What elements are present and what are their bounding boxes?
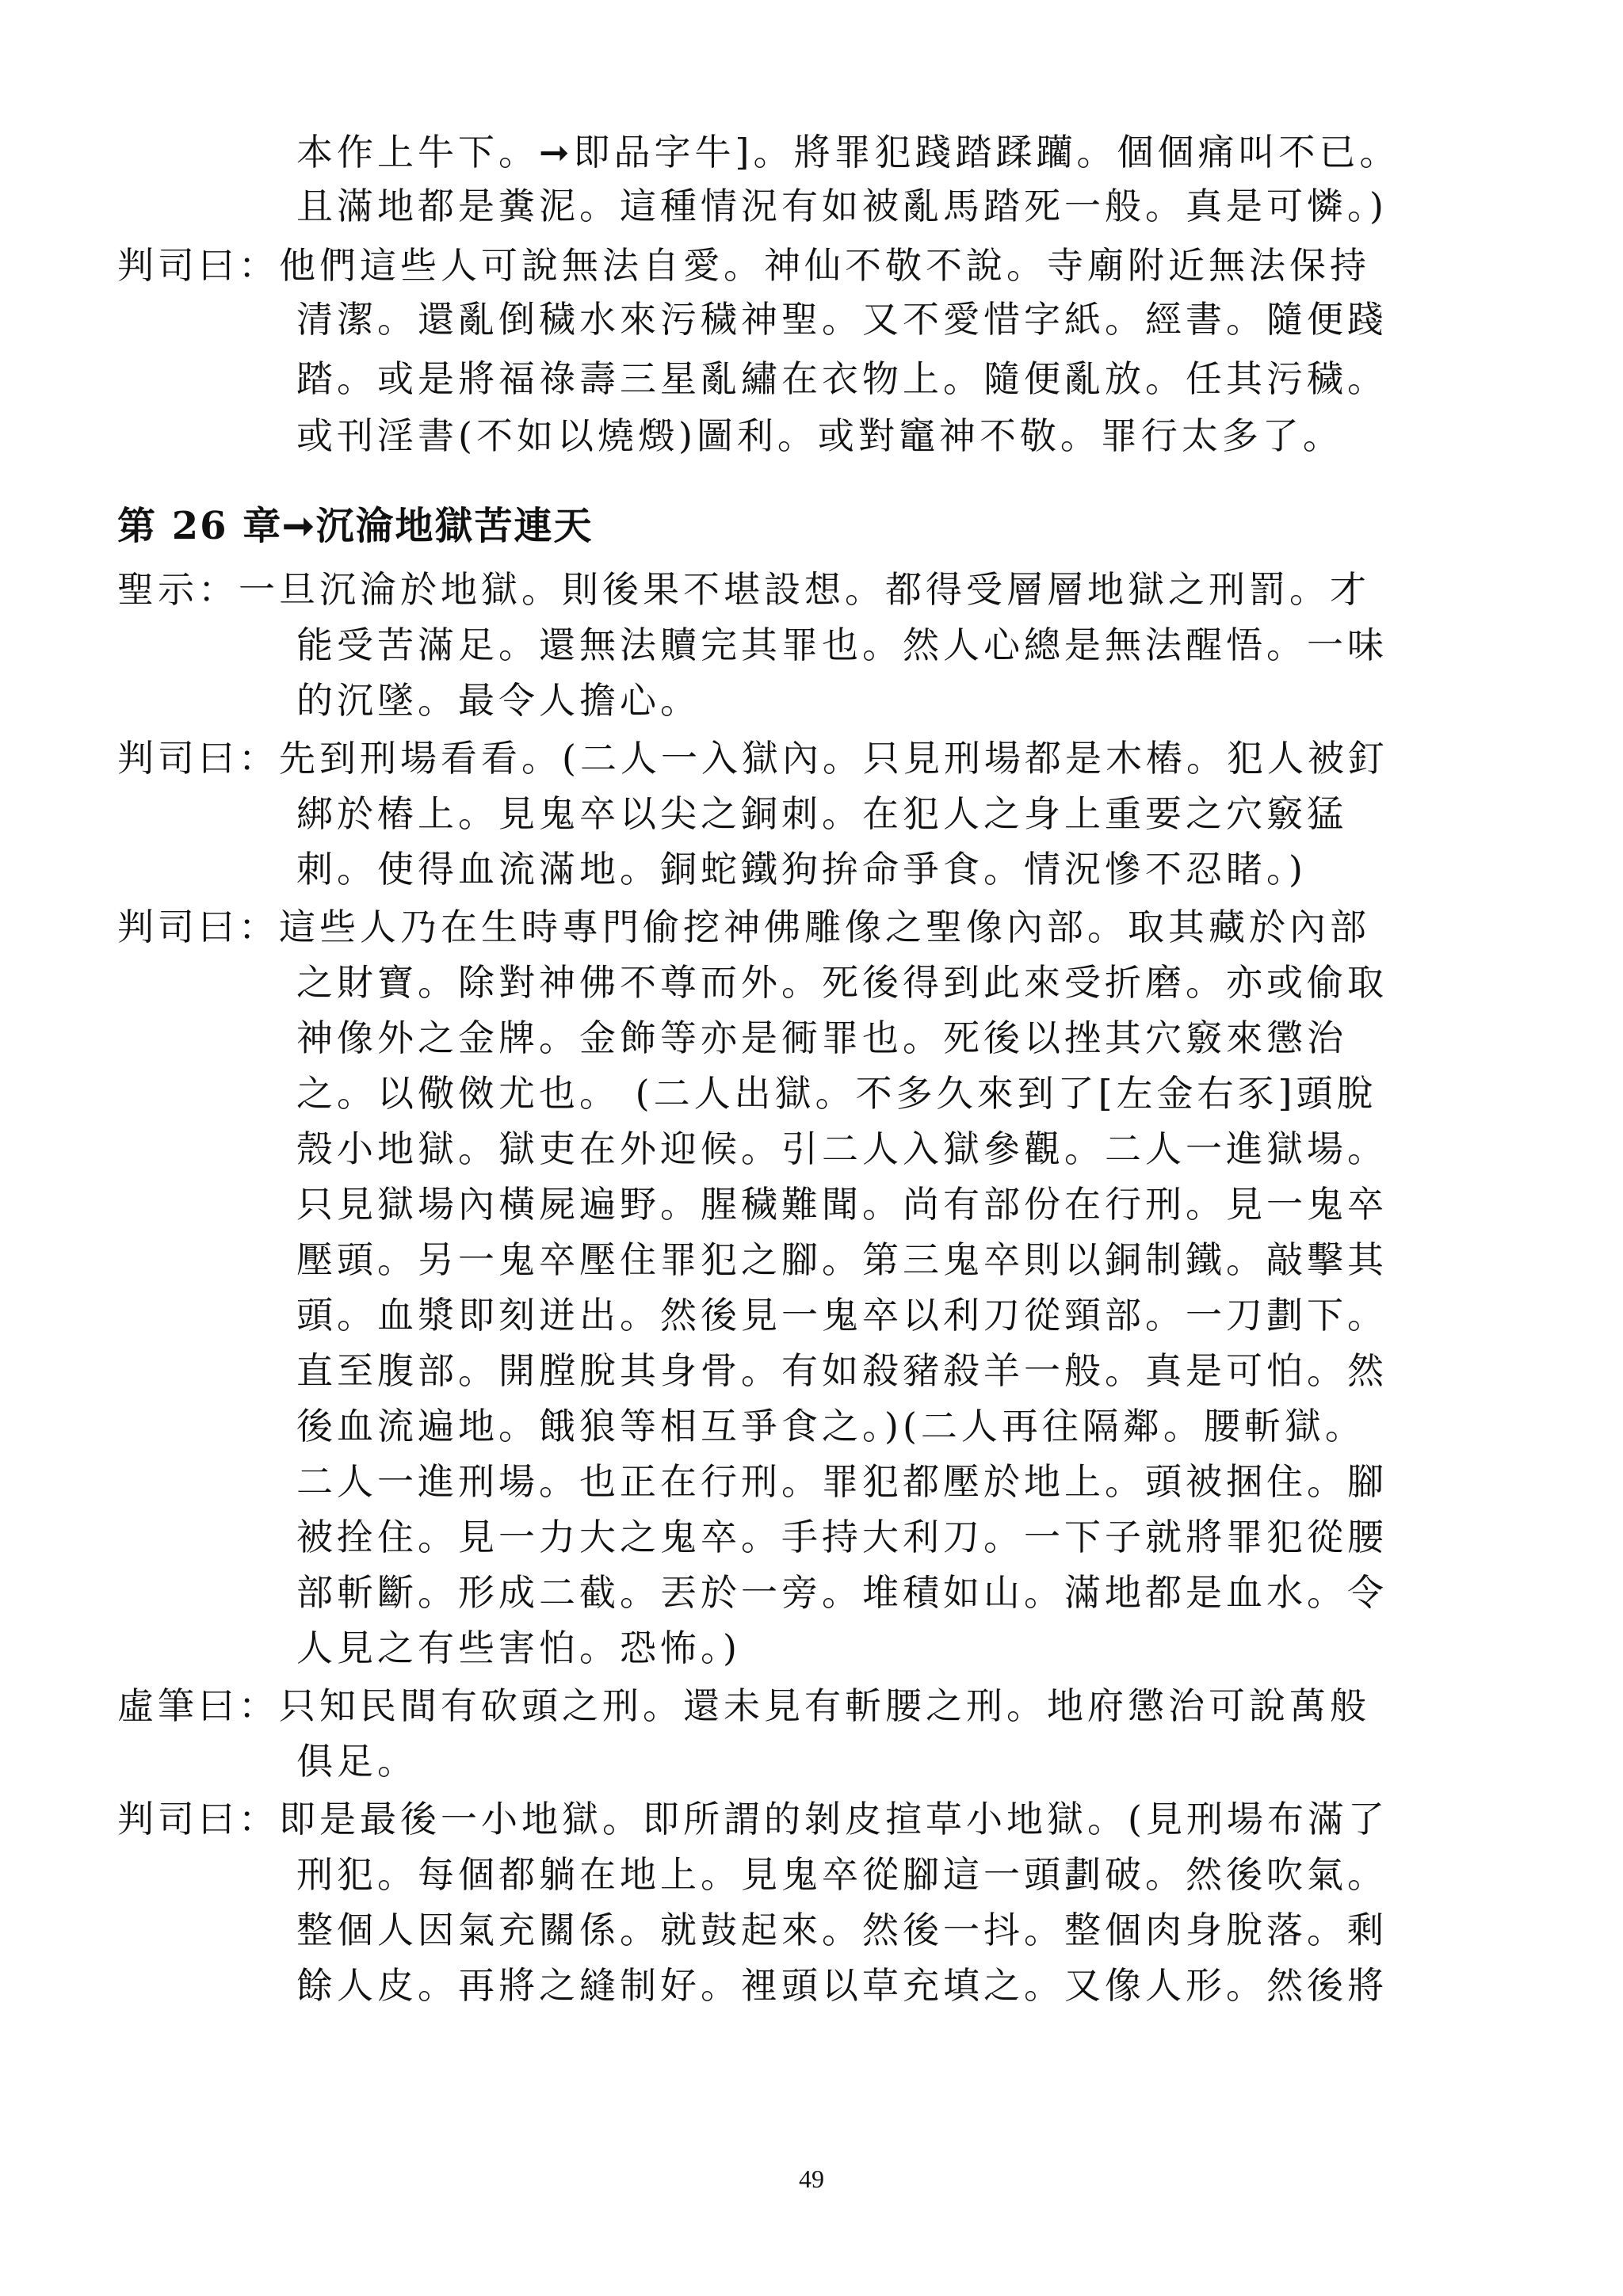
chapter-heading: 第 26 章➞沉淪地獄苦連天 <box>117 504 594 548</box>
text-line: 整個人因氣充關係。就鼓起來。然後一抖。整個肉身脫落。剩 <box>296 1909 1388 1951</box>
text-line: 的沉墜。最令人擔心。 <box>296 679 701 722</box>
text-line: 踏。或是將福祿壽三星亂繡在衣物上。隨便亂放。任其污穢。 <box>296 357 1388 400</box>
page-number: 49 <box>799 2164 824 2193</box>
text-line: 人見之有些害怕。恐怖。) <box>296 1627 741 1669</box>
speaker-line: 判司曰：這些人乃在生時專門偷挖神佛雕像之聖像內部。取其藏於內部 <box>117 906 1370 948</box>
text-line: 清潔。還亂倒穢水來污穢神聖。又不愛惜字紙。經書。隨便踐 <box>296 298 1388 341</box>
speaker-line: 判司曰：先到刑場看看。(二人一入獄內。只見刑場都是木樁。犯人被釘 <box>117 737 1388 780</box>
text-line: 能受苦滿足。還無法贖完其罪也。然人心總是無法醒悟。一味 <box>296 624 1388 666</box>
speaker-line: 聖示：一旦沉淪於地獄。則後果不堪設想。都得受層層地獄之刑罰。才 <box>117 568 1370 611</box>
text-line: 只見獄場內橫屍遍野。腥穢難聞。尚有部份在行刑。見一鬼卒 <box>296 1183 1388 1226</box>
text-line: 且滿地都是糞泥。這種情況有如被亂馬踏死一般。真是可憐。) <box>296 185 1388 227</box>
text-line: 部斬斷。形成二截。丟於一旁。堆積如山。滿地都是血水。令 <box>296 1571 1388 1614</box>
text-line: 二人一進刑場。也正在行刑。罪犯都壓於地上。頭被捆住。腳 <box>296 1460 1388 1503</box>
text-line: 俱足。 <box>296 1740 418 1783</box>
text-line: 綁於樁上。見鬼卒以尖之銅刺。在犯人之身上重要之穴竅猛 <box>296 792 1347 835</box>
speaker-line: 虛筆曰：只知民間有砍頭之刑。還未見有斬腰之刑。地府懲治可說萬般 <box>117 1684 1370 1727</box>
text-line: 之。以儆傚尤也。 (二人出獄。不多久來到了[左金右豕]頭脫 <box>296 1072 1377 1115</box>
text-line: 殼小地獄。獄吏在外迎候。引二人入獄參觀。二人一進獄場。 <box>296 1127 1388 1170</box>
text-line: 或刊淫書(不如以燒燬)圖利。或對竈神不敬。罪行太多了。 <box>296 414 1343 457</box>
text-line: 刺。使得血流滿地。銅蛇鐵狗拚命爭食。情況慘不忍睹。) <box>296 848 1307 891</box>
text-line: 被拴住。見一力大之鬼卒。手持大利刀。一下子就將罪犯從腰 <box>296 1516 1388 1558</box>
text-line: 之財寶。除對神佛不尊而外。死後得到此來受折磨。亦或偷取 <box>296 961 1388 1004</box>
text-line: 神像外之金牌。金飾等亦是衕罪也。死後以挫其穴竅來懲治 <box>296 1016 1347 1059</box>
text-line: 壓頭。另一鬼卒壓住罪犯之腳。第三鬼卒則以銅制鐵。敲擊其 <box>296 1238 1388 1281</box>
text-line: 餘人皮。再將之縫制好。裡頭以草充填之。又像人形。然後將 <box>296 1964 1388 2007</box>
speaker-line: 判司曰：他們這些人可說無法自愛。神仙不敬不說。寺廟附近無法保持 <box>117 244 1370 287</box>
text-line: 直至腹部。開膛脫其身骨。有如殺豬殺羊一般。真是可怕。然 <box>296 1349 1388 1392</box>
text-line: 頭。血漿即刻迸出。然後見一鬼卒以利刀從頸部。一刀劃下。 <box>296 1294 1388 1337</box>
text-line: 刑犯。每個都躺在地上。見鬼卒從腳這一頭劃破。然後吹氣。 <box>296 1853 1388 1896</box>
text-line: 本作上牛下。➞即品字牛]。將罪犯踐踏蹂躪。個個痛叫不已。 <box>296 131 1400 174</box>
text-line: 後血流遍地。餓狼等相互爭食之。)(二人再往隔鄰。腰斬獄。 <box>296 1405 1365 1447</box>
speaker-line: 判司曰：即是最後一小地獄。即所謂的剝皮揎草小地獄。(見刑場布滿了 <box>117 1798 1388 1840</box>
